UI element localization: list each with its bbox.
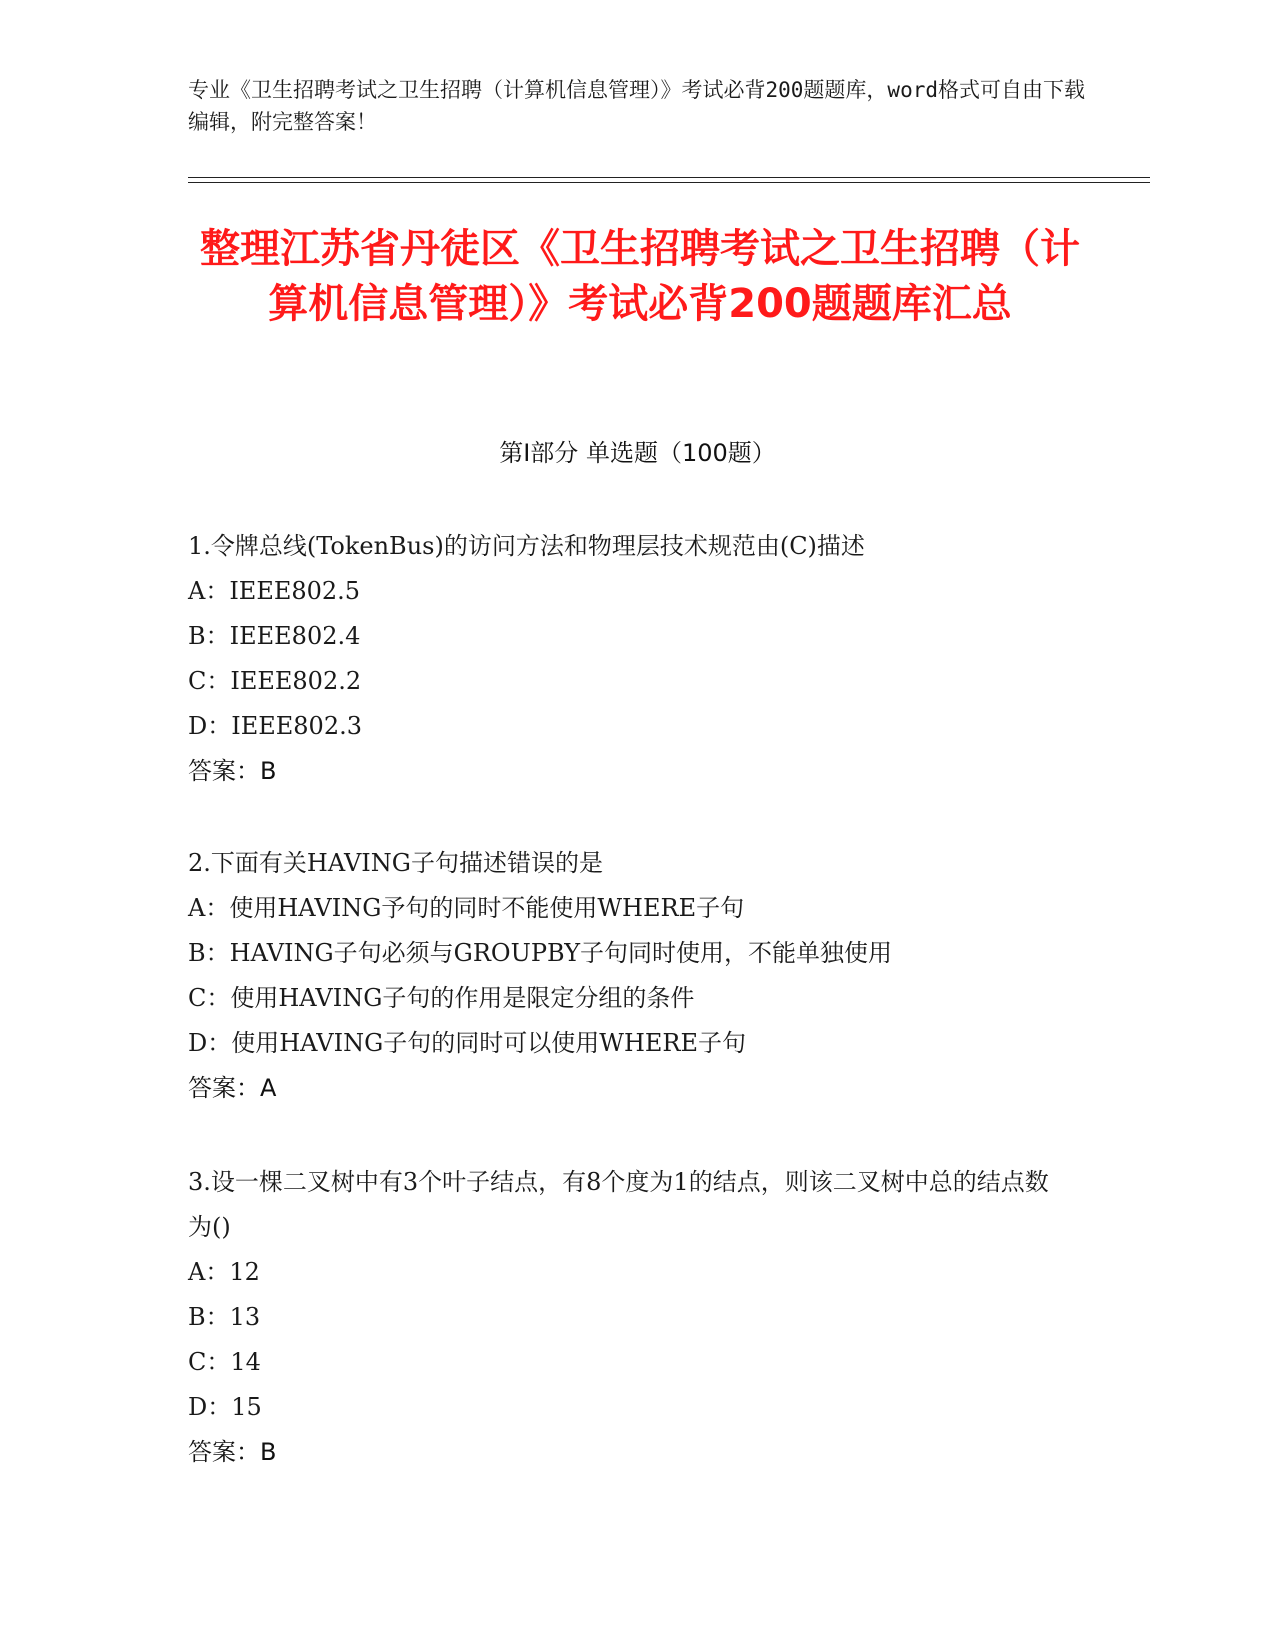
option-c: C：IEEE802.2: [188, 667, 362, 695]
section-heading: 第I部分 单选题（100题）: [499, 439, 776, 467]
header-divider-top: [188, 177, 1150, 178]
question-stem: 3.设一棵二叉树中有3个叶子结点，有8个度为1的结点，则该二叉树中总的结点数为(): [188, 1168, 1049, 1241]
answer: 答案：A: [188, 1074, 277, 1102]
question-stem: 2.下面有关HAVING子句描述错误的是: [188, 849, 603, 877]
option-b: B：13: [188, 1303, 261, 1331]
question-1: [188, 524, 1068, 794]
question-2: [188, 841, 1068, 1111]
option-b: B：IEEE802.4: [188, 622, 361, 650]
answer: 答案：B: [188, 757, 277, 785]
option-c: C：使用HAVING子句的作用是限定分组的条件: [188, 984, 695, 1012]
option-d: D：IEEE802.3: [188, 712, 362, 740]
option-b: B：HAVING子句必须与GROUPBY子句同时使用，不能单独使用: [188, 939, 893, 967]
answer: 答案：B: [188, 1438, 277, 1466]
option-a: A：IEEE802.5: [188, 577, 361, 605]
header-note: 专业《卫生招聘考试之卫生招聘（计算机信息管理）》考试必背200题题库，word格式可自由下载编辑，附完整答案！: [188, 78, 1085, 134]
option-c: C：14: [188, 1348, 261, 1376]
question-stem: 1.令牌总线(TokenBus)的访问方法和物理层技术规范由(C)描述: [188, 532, 865, 560]
document-title: 整理江苏省丹徒区《卫生招聘考试之卫生招聘（计算机信息管理）》考试必背200题题库汇总: [200, 226, 1080, 327]
option-a: A：12: [188, 1258, 260, 1286]
option-d: D：使用HAVING子句的同时可以使用WHERE子句: [188, 1029, 746, 1057]
question-3: [188, 1160, 1068, 1475]
header-divider-bottom: [188, 182, 1150, 183]
option-a: A：使用HAVING予句的同时不能使用WHERE子句: [188, 894, 745, 922]
option-d: D：15: [188, 1393, 262, 1421]
